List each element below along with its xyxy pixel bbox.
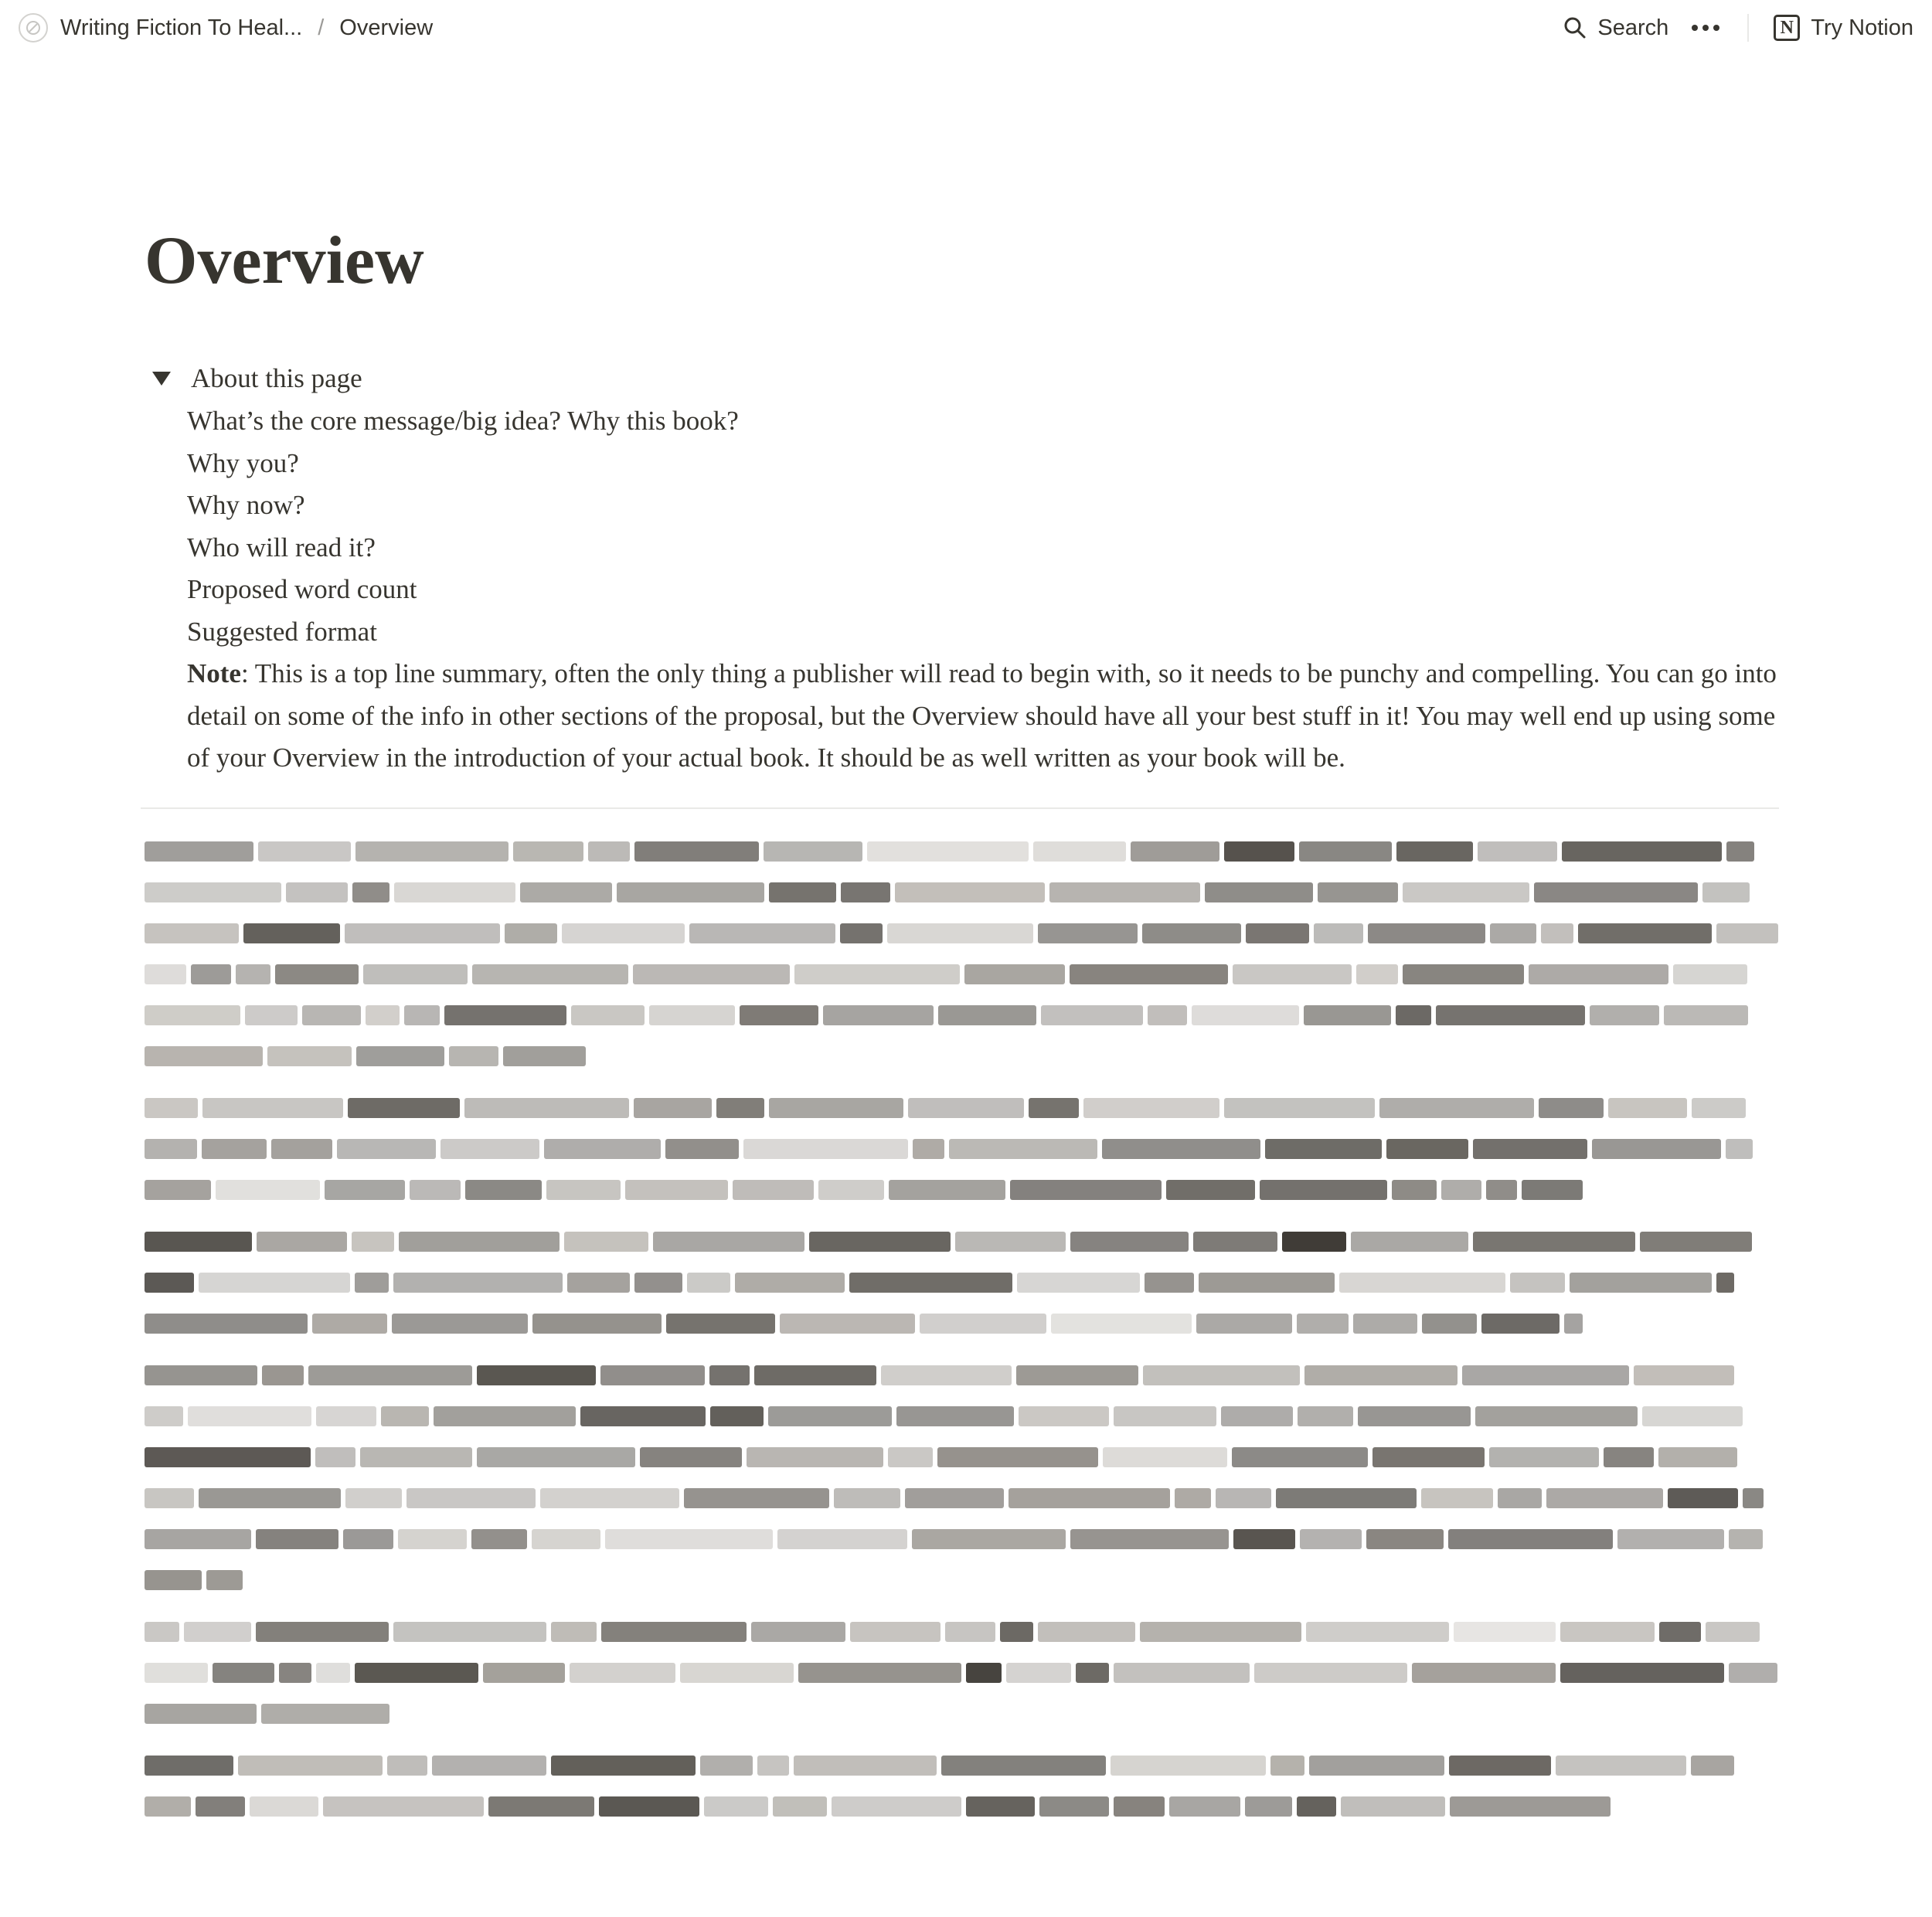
toggle-item: Who will read it? — [187, 532, 376, 563]
toggle-header[interactable] — [145, 357, 1783, 400]
breadcrumb-separator: / — [318, 15, 325, 40]
blurred-paragraph — [145, 1087, 1779, 1210]
blurred-paragraph — [145, 1745, 1779, 1827]
blurred-line — [145, 1693, 1779, 1734]
blurred-line — [145, 831, 1779, 872]
blurred-line — [145, 1035, 1779, 1076]
toggle-item: What’s the core message/big idea? Why this book? — [187, 406, 739, 436]
blurred-line — [145, 1087, 1779, 1128]
blurred-line — [145, 872, 1779, 913]
blurred-body-text — [145, 831, 1779, 1837]
blurred-line — [145, 994, 1779, 1035]
toolbar-divider — [1747, 14, 1749, 42]
try-notion-button[interactable] — [1774, 15, 1913, 41]
search-icon — [1563, 16, 1587, 39]
note-text: : This is a top line summary, often the only thing a publisher will read to begin with, so it needs to be punchy and compelling. You can go into detail on some of the info in other sections of the proposal, but the Overview should have all your best stuff in it! You may well end up using some of your Overview in the introduction of your actual book. It should be as well written as your book will be. — [187, 658, 1777, 773]
page-title[interactable]: Overview — [145, 223, 424, 298]
toggle-caret-icon[interactable] — [152, 372, 171, 386]
toggle-item: Proposed word count — [187, 574, 417, 604]
workspace-icon[interactable] — [19, 13, 48, 42]
blurred-line — [145, 1436, 1779, 1477]
blurred-paragraph — [145, 1611, 1779, 1734]
blurred-line — [145, 1518, 1779, 1559]
divider — [141, 807, 1779, 809]
blurred-paragraph — [145, 1221, 1779, 1344]
try-notion-label: Try Notion — [1811, 15, 1913, 40]
toggle-heading: About this page — [191, 363, 362, 393]
toggle-item: Why now? — [187, 490, 305, 520]
blurred-line — [145, 1262, 1779, 1303]
about-toggle-block — [145, 357, 1783, 780]
blurred-line — [145, 1652, 1779, 1693]
top-actions — [1563, 11, 1913, 45]
top-bar — [0, 0, 1932, 56]
breadcrumb — [19, 11, 433, 45]
blurred-line — [145, 953, 1779, 994]
blurred-line — [145, 913, 1779, 953]
blurred-paragraph — [145, 1354, 1779, 1600]
blurred-line — [145, 1611, 1779, 1652]
blurred-line — [145, 1128, 1779, 1169]
blurred-line — [145, 1559, 1779, 1600]
blurred-paragraph — [145, 831, 1779, 1076]
breadcrumb-current[interactable]: Overview — [339, 15, 434, 40]
breadcrumb-parent[interactable]: Writing Fiction To Heal... — [60, 15, 303, 40]
toggle-item: Suggested format — [187, 616, 377, 647]
toggle-note — [187, 653, 1779, 780]
blurred-line — [145, 1745, 1779, 1786]
blurred-line — [145, 1169, 1779, 1210]
more-options-icon[interactable] — [1692, 25, 1719, 31]
toggle-content — [187, 400, 1783, 780]
blurred-line — [145, 1354, 1779, 1395]
toggle-item: Why you? — [187, 447, 299, 478]
notion-logo-icon: N — [1774, 15, 1800, 41]
blurred-line — [145, 1303, 1779, 1344]
blurred-line — [145, 1221, 1779, 1262]
note-label: Note — [187, 658, 241, 688]
blurred-line — [145, 1786, 1779, 1827]
blurred-line — [145, 1395, 1779, 1436]
search-label: Search — [1597, 15, 1669, 40]
search-button[interactable] — [1563, 15, 1668, 41]
blurred-line — [145, 1477, 1779, 1518]
